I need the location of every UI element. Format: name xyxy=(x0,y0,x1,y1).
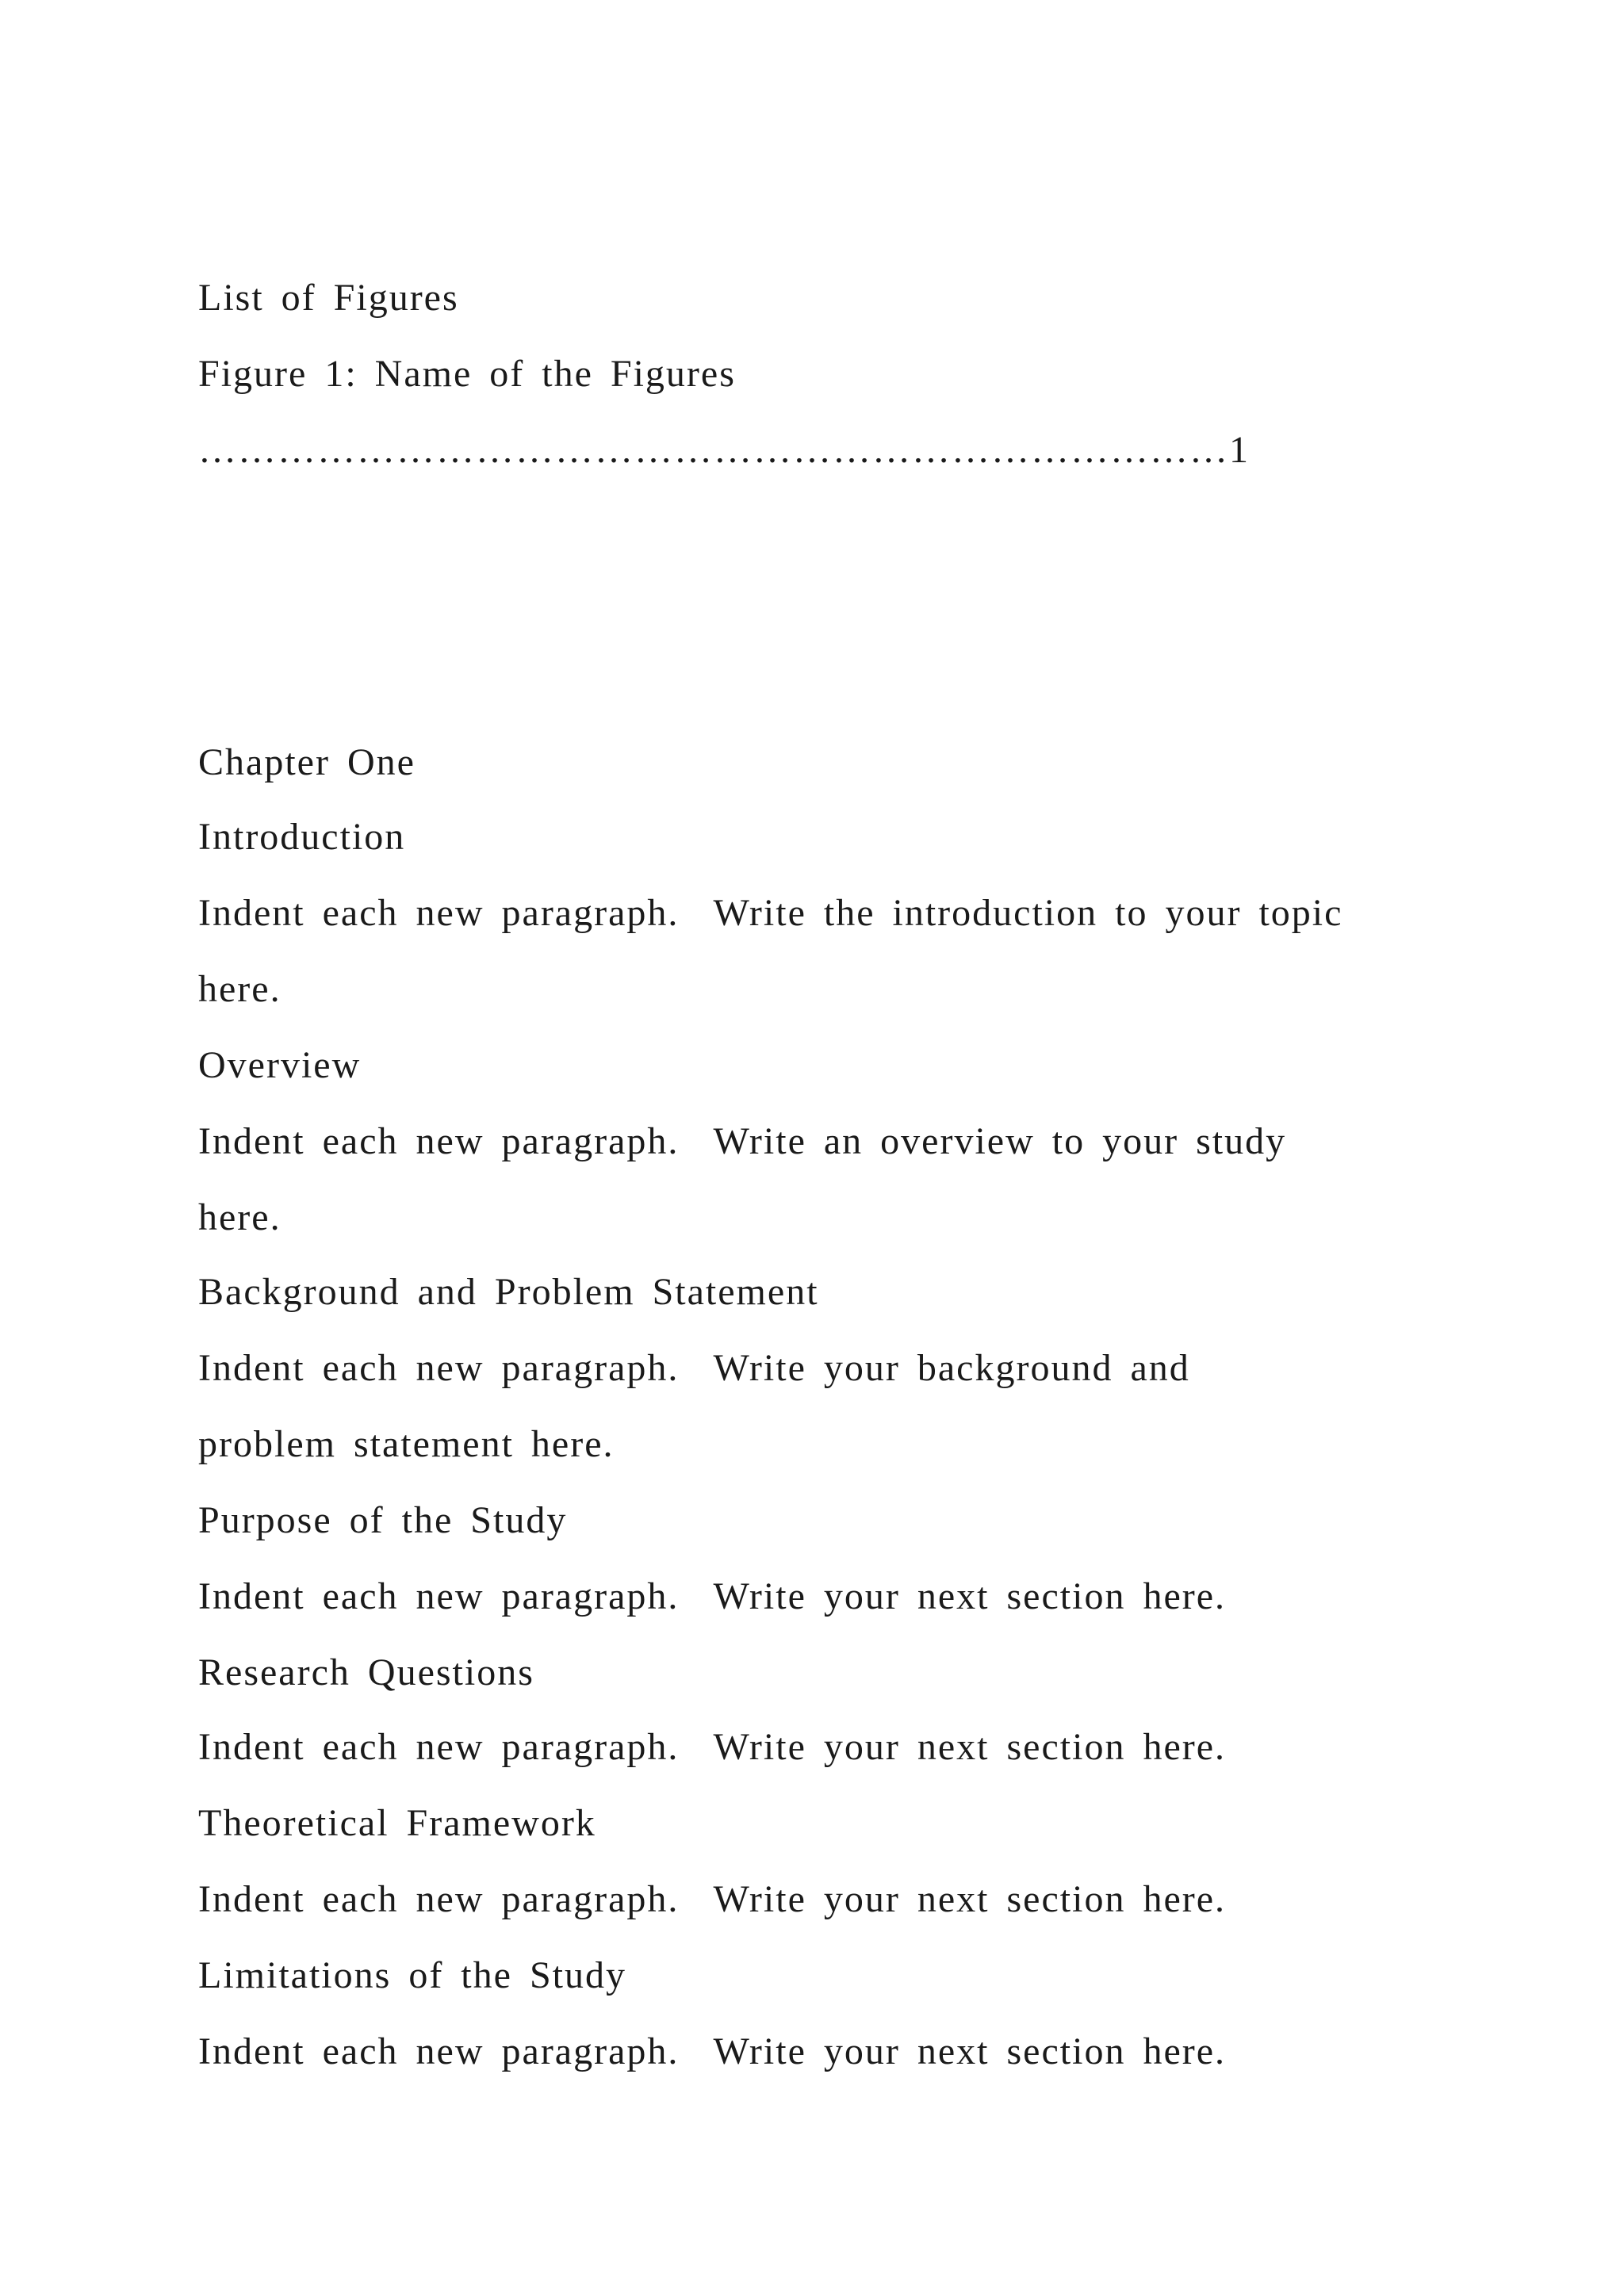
section-heading-theoretical-framework: Theoretical Framework xyxy=(198,1802,596,1844)
figure-entry-name: Figure 1: Name of the Figures xyxy=(198,353,736,395)
chapter-title: Chapter One xyxy=(198,741,416,783)
section-heading-research-questions: Research Questions xyxy=(198,1651,534,1693)
list-of-figures-heading: List of Figures xyxy=(198,277,459,319)
section-body-line: Indent each new paragraph. Write your next section here. xyxy=(198,1575,1227,1617)
section-body-line: here. xyxy=(198,1196,282,1238)
section-body-line: Indent each new paragraph. Write your background and xyxy=(198,1347,1190,1389)
section-heading-background: Background and Problem Statement xyxy=(198,1271,819,1313)
section-body-line: here. xyxy=(198,968,282,1010)
section-body-line: Indent each new paragraph. Write the introduction to your topic xyxy=(198,892,1343,934)
section-body-line: Indent each new paragraph. Write your next section here. xyxy=(198,1726,1227,1768)
figure-entry-leader: ……………………………………………………………………1 xyxy=(198,429,1250,471)
section-heading-introduction: Introduction xyxy=(198,816,406,858)
section-body-line: Indent each new paragraph. Write an overview to your study xyxy=(198,1120,1287,1162)
section-body-line: Indent each new paragraph. Write your next section here. xyxy=(198,1878,1227,1920)
section-heading-limitations: Limitations of the Study xyxy=(198,1954,626,1996)
section-body-line: problem statement here. xyxy=(198,1423,615,1465)
section-heading-overview: Overview xyxy=(198,1044,362,1086)
section-heading-purpose: Purpose of the Study xyxy=(198,1499,568,1541)
section-body-line: Indent each new paragraph. Write your next section here. xyxy=(198,2030,1227,2072)
